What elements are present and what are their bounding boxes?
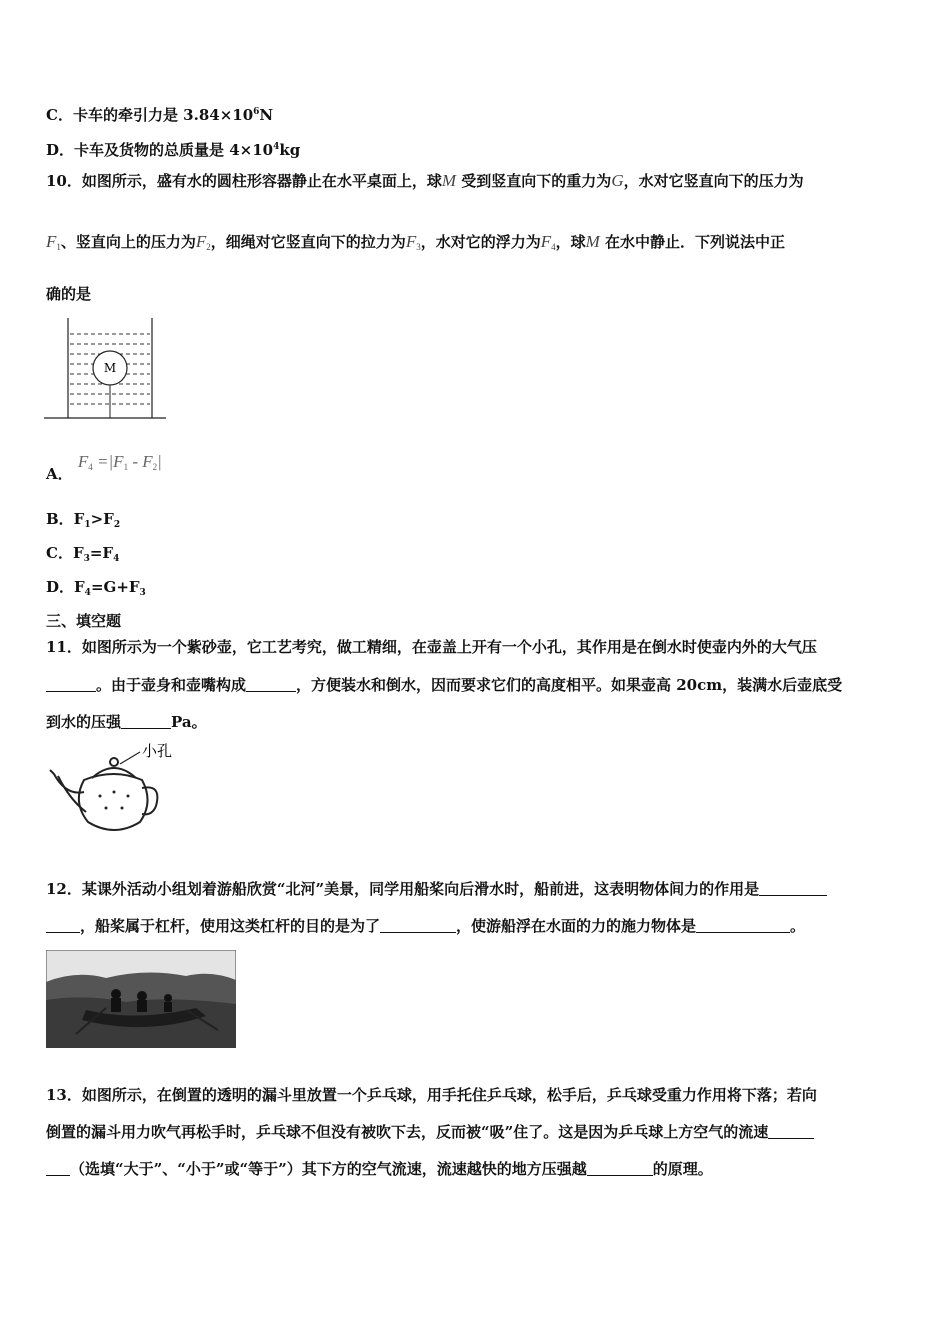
container-ball-figure bbox=[40, 318, 170, 426]
boat-photo bbox=[46, 950, 236, 1048]
option-d-q9: D．卡车及货物的总质量是 $4\times 10^4kg$ bbox=[46, 141, 301, 159]
blank bbox=[587, 1161, 653, 1176]
q11-line-3: 到水的压强 Pa。 bbox=[46, 713, 207, 731]
blank bbox=[46, 677, 96, 692]
q12-line-2: ，船桨属于杠杆，使用这类杠杆的目的是为了 ，使游船浮在水面的力的施力物体是 。 bbox=[46, 916, 805, 936]
q10-line-2: $F_1$、竖直向上的压力为$F_2$，细绳对它竖直向下的拉力为$F_3$，水对它的浮力为$F_4$，球M 在水中静止．下列说法中正 bbox=[46, 232, 786, 252]
hole-label: 小孔 bbox=[142, 742, 173, 760]
option-c-q9: C．卡车的牵引力是 $3.84\times 10^6N$ bbox=[46, 106, 274, 124]
blank bbox=[759, 881, 827, 896]
q10-line-1: 10．如图所示，盛有水的圆柱形容器静止在水平桌面上，球M 受到竖直向下的重力为G，水对它竖直向下的压力为 bbox=[46, 171, 804, 190]
blank bbox=[768, 1124, 814, 1139]
teapot-figure bbox=[44, 740, 174, 840]
option-d-q10: D．$F_4=G+F_3$ bbox=[46, 578, 146, 598]
q13-line-1: 13．如图所示，在倒置的透明的漏斗里放置一个乒乓球，用手托住乒乓球，松手后，乒乓球受重力作用将下落；若向 bbox=[46, 1086, 817, 1104]
blank bbox=[246, 677, 296, 692]
option-b-q10: B．$F_1>F_2$ bbox=[46, 510, 121, 530]
q11-line-2: 。由于壶身和壶嘴构成 ，方便装水和倒水，因而要求它们的高度相平。如果壶高 20cm，装满水后壶底受 bbox=[46, 675, 842, 695]
blank bbox=[46, 1161, 70, 1176]
option-a-q10: A． $F_4 =|F_1 - F_2|$ bbox=[46, 452, 162, 483]
blank bbox=[121, 714, 171, 729]
ball-label: M bbox=[103, 361, 117, 375]
q12-line-1: 12．某课外活动小组划着游船欣赏“北河”美景，同学用船桨向后滑水时，船前进，这表明物体间力的作用是 bbox=[46, 879, 827, 899]
q10-line-3: 确的是 bbox=[46, 285, 92, 303]
section-heading: 三、填空题 bbox=[46, 612, 122, 630]
blank bbox=[696, 918, 790, 933]
option-c-q10: C．$F_3=F_4$ bbox=[46, 544, 120, 564]
blank bbox=[380, 918, 456, 933]
q13-line-3: （选填“大于”、“小于”或“等于”）其下方的空气流速，流速越快的地方压强越 的原理。 bbox=[46, 1159, 713, 1179]
blank bbox=[46, 918, 80, 933]
q11-line-1: 11．如图所示为一个紫砂壶，它工艺考究，做工精细，在壶盖上开有一个小孔，其作用是在倒水时使壶内外的大气压 bbox=[46, 638, 817, 656]
q13-line-2: 倒置的漏斗用力吹气再松手时，乒乓球不但没有被吹下去，反而被“吸”住了。这是因为乒乓球上方空气的流速 bbox=[46, 1122, 814, 1142]
